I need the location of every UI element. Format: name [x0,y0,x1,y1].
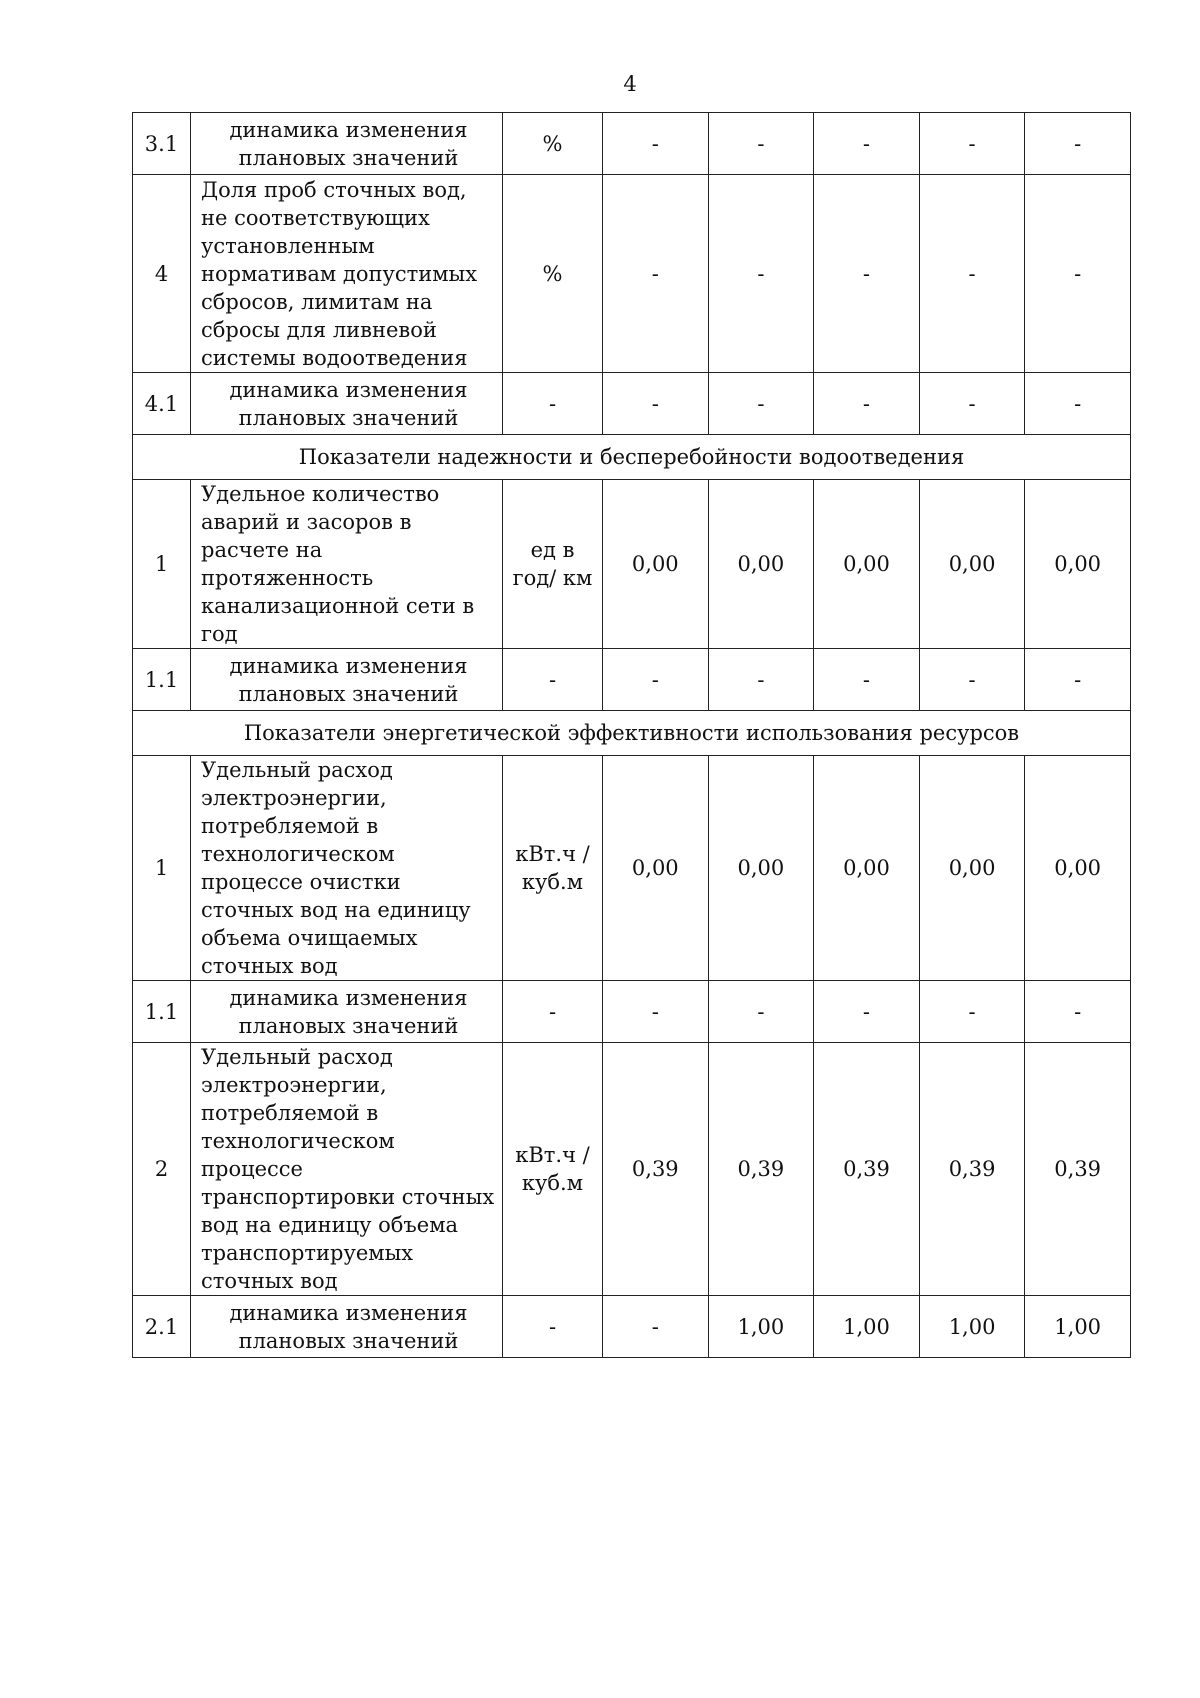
value-cell: - [1025,373,1131,435]
indicator-description: Доля проб сточных вод, не соответствующих установленным нормативам допустимых сбросов, лимитам на сбросы для ливневой системы водоотведения [191,175,503,373]
value-cell: - [1025,649,1131,711]
value-cell: - [603,113,709,175]
unit-cell: % [503,175,603,373]
indicator-description: Удельный расход электроэнергии, потребляемой в технологическом процессе очистки сточных вод на единицу объема очищаемых сточных вод [191,756,503,981]
value-cell: - [814,981,920,1043]
table-body [133,113,1131,1358]
value-cell: 0,39 [1025,1043,1131,1296]
table-row [133,113,1131,175]
value-cell: 0,00 [814,480,920,649]
value-cell: - [919,981,1025,1043]
row-number: 3.1 [133,113,191,175]
unit-cell: - [503,649,603,711]
value-cell: - [814,649,920,711]
value-cell: - [708,113,814,175]
value-cell: 1,00 [919,1296,1025,1358]
page-number: 4 [623,72,637,96]
value-cell: 0,39 [708,1043,814,1296]
row-number: 1.1 [133,981,191,1043]
table-row [133,756,1131,981]
value-cell: 0,00 [708,756,814,981]
indicator-description: динамика изменения плановых значений [191,113,503,175]
indicator-description: динамика изменения плановых значений [191,373,503,435]
row-number: 2.1 [133,1296,191,1358]
section-row [133,435,1131,480]
section-row [133,711,1131,756]
table-row [133,1296,1131,1358]
section-title: Показатели энергетической эффективности использования ресурсов [133,711,1131,756]
value-cell: 0,39 [919,1043,1025,1296]
value-cell: - [603,981,709,1043]
value-cell: - [708,649,814,711]
unit-cell: - [503,373,603,435]
value-cell: 0,39 [814,1043,920,1296]
value-cell: - [814,373,920,435]
row-number: 1 [133,756,191,981]
indicator-description: Удельное количество аварий и засоров в расчете на протяженность канализационной сети в год [191,480,503,649]
value-cell: - [1025,981,1131,1043]
unit-cell: - [503,981,603,1043]
value-cell: - [1025,113,1131,175]
table-row [133,480,1131,649]
value-cell: - [708,175,814,373]
value-cell: 1,00 [708,1296,814,1358]
row-number: 4.1 [133,373,191,435]
value-cell: 0,00 [814,756,920,981]
value-cell: - [603,1296,709,1358]
unit-cell: кВт.ч / куб.м [503,1043,603,1296]
value-cell: - [814,113,920,175]
table-row [133,1043,1131,1296]
unit-cell: ед в год/ км [503,480,603,649]
table-row [133,373,1131,435]
value-cell: 0,00 [603,756,709,981]
value-cell: 0,39 [603,1043,709,1296]
indicator-description: динамика изменения плановых значений [191,649,503,711]
value-cell: - [919,649,1025,711]
indicator-description: динамика изменения плановых значений [191,1296,503,1358]
row-number: 1 [133,480,191,649]
value-cell: 1,00 [814,1296,920,1358]
unit-cell: % [503,113,603,175]
value-cell: - [603,175,709,373]
indicator-description: динамика изменения плановых значений [191,981,503,1043]
value-cell: 0,00 [919,756,1025,981]
unit-cell: - [503,1296,603,1358]
value-cell: - [919,373,1025,435]
value-cell: 0,00 [1025,756,1131,981]
table-row [133,981,1131,1043]
value-cell: - [919,113,1025,175]
value-cell: - [603,373,709,435]
value-cell: 0,00 [1025,480,1131,649]
value-cell: - [603,649,709,711]
value-cell: - [708,981,814,1043]
row-number: 2 [133,1043,191,1296]
indicator-description: Удельный расход электроэнергии, потребляемой в технологическом процессе транспортировки сточных вод на единицу объема транспортируемых сточных вод [191,1043,503,1296]
value-cell: - [1025,175,1131,373]
value-cell: - [708,373,814,435]
row-number: 1.1 [133,649,191,711]
section-title: Показатели надежности и бесперебойности водоотведения [133,435,1131,480]
table-row [133,649,1131,711]
value-cell: 0,00 [708,480,814,649]
value-cell: - [919,175,1025,373]
value-cell: 1,00 [1025,1296,1131,1358]
value-cell: 0,00 [919,480,1025,649]
unit-cell: кВт.ч / куб.м [503,756,603,981]
value-cell: - [814,175,920,373]
table-row [133,175,1131,373]
value-cell: 0,00 [603,480,709,649]
row-number: 4 [133,175,191,373]
indicators-table [132,112,1131,1358]
